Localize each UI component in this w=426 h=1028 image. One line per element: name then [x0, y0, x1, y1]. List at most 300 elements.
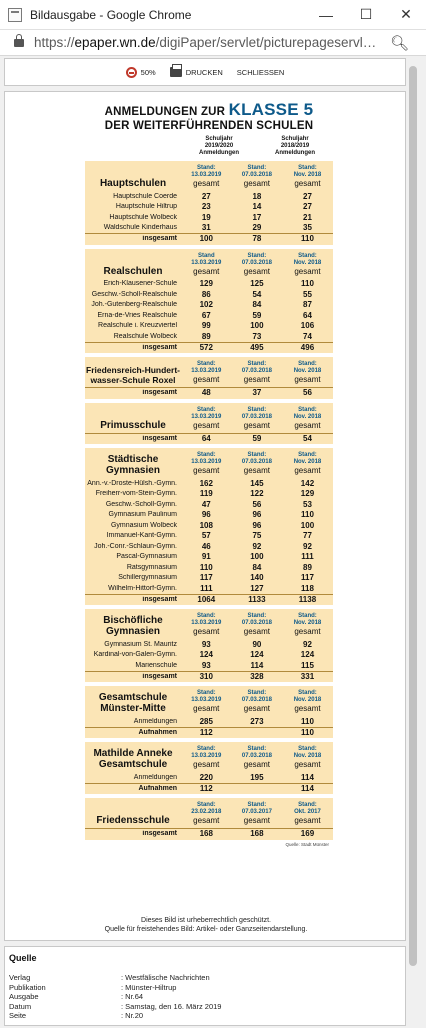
stand-date: 13.03.2019: [191, 620, 222, 626]
total-row: [85, 433, 333, 444]
stand-date: 13.03.2019: [191, 413, 222, 420]
table-row: [85, 223, 333, 234]
total-count: 1064: [197, 594, 216, 604]
table-row: [85, 639, 333, 650]
stand-column: [232, 746, 283, 770]
stand-column: [232, 452, 283, 476]
school-name: Pascal-Gymnasium: [116, 553, 177, 561]
stand-scope: gesamt: [243, 179, 270, 188]
section-header: [85, 249, 333, 279]
stand-label: Stand:: [247, 746, 267, 752]
table-row: [85, 583, 333, 594]
address-bar[interactable]: [0, 30, 426, 56]
stand-date: Nov. 2018: [293, 459, 322, 465]
section-name: Friedensreich-Hundert-wasser-Schule Roxel: [86, 365, 180, 385]
stand-label: Stand:: [298, 452, 317, 458]
stand-scope: gesamt: [193, 420, 220, 430]
close-viewer-button[interactable]: [237, 68, 285, 77]
stand-label: Stand:: [196, 613, 216, 619]
caption-line-2: Quelle für freistehendes Bild: Artikel- oder Ganzseitendarstellung.: [104, 926, 308, 933]
registration-count: 74: [303, 331, 312, 341]
total-label: insgesamt: [142, 389, 177, 397]
source-value: : Samstag, den 16. März 2019: [121, 1001, 222, 1011]
stand-date: Nov. 2018: [293, 413, 322, 420]
section-stands: [181, 690, 333, 714]
school-name: Freiherr-vom-Stein-Gymn.: [95, 490, 177, 498]
school-name: Kardinal-von-Galen-Gymn.: [93, 651, 177, 659]
registration-count: 93: [201, 660, 211, 670]
registration-count: 31: [201, 223, 211, 233]
school-section: [85, 686, 333, 738]
graphic-title-highlight: KLASSE 5: [228, 100, 314, 119]
stand-scope: gesamt: [243, 760, 270, 769]
stand-column: [282, 802, 333, 826]
registration-count: 119: [199, 489, 213, 499]
stand-date: 13.03.2019: [191, 259, 222, 266]
section-stands: [181, 452, 333, 476]
source-panel: [4, 946, 406, 1026]
registration-count: 89: [201, 331, 211, 341]
registration-count: 111: [301, 552, 314, 562]
source-key: Ausgabe: [9, 992, 39, 1001]
table-row: [85, 202, 333, 213]
registration-count: 18: [252, 191, 262, 201]
total-count: 112: [199, 727, 213, 737]
registration-count: 110: [301, 716, 314, 726]
stand-scope: gesamt: [294, 627, 321, 636]
registration-count: 27: [303, 191, 312, 201]
stand-label: Stand:: [196, 452, 216, 458]
total-row: [85, 828, 333, 839]
registration-count: 77: [303, 531, 312, 541]
stand-date: 07.03.2018: [241, 368, 272, 374]
registration-count: 67: [201, 310, 211, 320]
total-count: 495: [250, 342, 264, 352]
scrollbar-thumb[interactable]: [409, 66, 417, 966]
stand-scope: gesamt: [294, 760, 321, 769]
section-rows: [85, 828, 333, 840]
stand-scope: gesamt: [193, 375, 220, 384]
stand-label: Stand:: [298, 690, 317, 696]
registration-count: 145: [250, 478, 264, 488]
registration-count: 29: [252, 223, 262, 233]
school-section: [85, 403, 333, 445]
stand-date: 13.03.2019: [191, 753, 222, 759]
total-row: [85, 387, 333, 398]
stand-scope: gesamt: [243, 375, 270, 384]
stand-scope: gesamt: [193, 179, 220, 188]
registration-count: 99: [201, 321, 211, 331]
section-rows: [85, 191, 333, 245]
school-name: Erich-Klausener-Schule: [103, 280, 177, 288]
source-row: [9, 983, 405, 993]
maximize-button[interactable]: ☐: [359, 6, 373, 22]
section-header: [85, 403, 333, 433]
table-row: [85, 531, 333, 542]
print-label: DRUCKEN: [185, 67, 223, 77]
total-count: 59: [252, 433, 262, 443]
school-section: [85, 161, 333, 245]
registration-count: 115: [301, 660, 314, 670]
school-name: Realschule Wolbeck: [113, 332, 177, 340]
total-row: [85, 594, 333, 605]
registration-count: 110: [301, 510, 314, 520]
registration-count: 124: [300, 650, 315, 660]
registration-count: 93: [201, 639, 211, 649]
registration-count: 47: [201, 499, 211, 509]
stand-label: Stand:: [247, 690, 267, 696]
stand-column: [282, 746, 333, 770]
school-section: [85, 798, 333, 840]
registration-count: 122: [250, 489, 264, 499]
stand-date: 07.03.2018: [241, 259, 272, 266]
school-section: [85, 742, 333, 794]
section-header: [85, 686, 333, 716]
school-name: Geschw.-Scholl-Gymn.: [105, 500, 177, 508]
table-row: [85, 499, 333, 510]
registration-count: 89: [303, 562, 312, 572]
section-rows: [85, 433, 333, 445]
registration-count: 129: [300, 489, 315, 499]
registration-count: 75: [252, 531, 262, 541]
section-rows: [85, 716, 333, 738]
registration-count: 57: [201, 531, 211, 541]
section-stands: [181, 746, 333, 770]
url-scheme: https://: [34, 35, 75, 50]
column-header-2018: Schuljahr 2018/2019 Anmeldungen: [275, 136, 315, 156]
stand-scope: gesamt: [243, 466, 270, 475]
stand-column: [232, 407, 283, 431]
section-name: Friedensschule: [96, 815, 170, 826]
registration-count: 114: [250, 660, 264, 670]
registration-count: 127: [250, 583, 264, 593]
stand-date: Nov. 2018: [293, 368, 322, 374]
section-rows: [85, 639, 333, 682]
stand-scope: gesamt: [193, 704, 220, 713]
section-name: Primusschule: [100, 419, 166, 431]
close-window-button[interactable]: ✕: [400, 6, 412, 22]
total-count: 114: [301, 783, 314, 793]
stand-column: [282, 690, 333, 714]
school-name: Wilhelm-Hittorf-Gymn.: [108, 584, 177, 592]
registration-count: 124: [250, 650, 264, 660]
source-table: [9, 973, 405, 1021]
school-section: [85, 609, 333, 682]
url-host: epaper.wn.de: [74, 35, 156, 50]
section-name: Bischöfliche Gymnasien: [103, 615, 163, 637]
registration-count: 273: [250, 716, 264, 726]
stand-date: 07.03.2018: [241, 620, 272, 626]
school-section: [85, 357, 333, 399]
image-panel: [4, 91, 406, 941]
stand-column: [181, 746, 232, 770]
stand-label: Stand:: [196, 406, 216, 413]
stand-date: 07.03.2018: [241, 753, 272, 759]
total-count: 64: [201, 433, 211, 443]
copyright-caption: [5, 916, 407, 934]
stand-date: Nov. 2018: [293, 620, 322, 626]
total-row: [85, 671, 333, 682]
stand-label: Stand:: [247, 452, 267, 458]
source-value: : Münster-Hiltrup: [121, 982, 177, 992]
section-stands: [181, 361, 333, 385]
table-row: [85, 310, 333, 321]
school-name: Gymnasium Wolbeck: [110, 521, 177, 529]
registration-count: 195: [250, 772, 264, 782]
stand-scope: gesamt: [243, 704, 270, 713]
stand-date: 13.03.2019: [191, 697, 222, 703]
total-label: insgesamt: [142, 595, 177, 603]
section-header: [85, 742, 333, 772]
section-rows: [85, 478, 333, 605]
total-count: 169: [300, 829, 315, 839]
total-label: insgesamt: [142, 235, 177, 243]
total-row: [85, 233, 333, 244]
total-label: insgesamt: [142, 434, 177, 442]
stand-date: Nov. 2018: [293, 259, 322, 266]
stand-label: Stand:: [298, 406, 317, 413]
school-name: Immanuel-Kant-Gymn.: [106, 532, 177, 540]
registration-count: 96: [201, 510, 211, 520]
stand-date: Okt. 2017: [294, 809, 321, 815]
stand-label: Stand:: [298, 746, 317, 752]
stand-scope: gesamt: [294, 704, 321, 713]
total-count: 1138: [298, 594, 317, 604]
stand-scope: gesamt: [193, 816, 220, 825]
total-count: 168: [250, 829, 264, 839]
stand-scope: gesamt: [294, 420, 321, 430]
stand-column: [282, 407, 333, 431]
section-name: Städtische Gymnasien: [106, 454, 160, 476]
stand-label: Stand:: [298, 613, 317, 619]
total-count: 310: [199, 671, 213, 681]
school-name: Joh.-Gutenberg-Realschule: [91, 301, 177, 309]
stand-label: Stand:: [247, 613, 267, 619]
registration-count: 100: [300, 520, 315, 530]
total-count: 112: [199, 783, 213, 793]
source-heading: Quelle: [9, 953, 37, 963]
section-name: Realschulen: [103, 265, 163, 277]
stand-label: Stand:: [196, 361, 216, 367]
registration-count: 162: [199, 478, 213, 488]
registration-count: 110: [301, 279, 314, 289]
stand-label: Stand:: [247, 406, 267, 413]
stand-label: Stand:: [247, 252, 267, 259]
registration-count: 73: [252, 331, 262, 341]
school-name: Schillergymnasium: [118, 574, 177, 582]
section-header: [85, 161, 333, 191]
school-name: Hauptschule Wolbeck: [109, 213, 177, 221]
window-titlebar: [0, 0, 426, 30]
registration-count: 64: [303, 310, 312, 320]
registration-count: 125: [250, 279, 264, 289]
graphic-subtitle: DER WEITERFÜHRENDEN SCHULEN: [104, 120, 314, 132]
total-count: 328: [250, 671, 264, 681]
url-path: /digiPaper/servlet/picturepageservl…: [155, 35, 377, 50]
registration-count: 110: [199, 562, 213, 572]
registration-count: 19: [201, 212, 211, 222]
stand-scope: gesamt: [193, 466, 220, 475]
section-stands: [181, 407, 333, 431]
graphic-title-prefix: ANMELDUNGEN ZUR: [104, 106, 226, 118]
section-name: Mathilde Anneke Gesamtschule: [93, 748, 173, 770]
section-header: [85, 448, 333, 478]
table-row: [85, 541, 333, 552]
section-stands: [181, 802, 333, 826]
graphic-title: [85, 100, 333, 120]
school-name: Joh.-Conr.-Schlaun-Gymn.: [94, 542, 177, 550]
stand-column: [181, 253, 232, 277]
registration-count: 53: [303, 499, 312, 509]
registration-count: 114: [301, 772, 314, 782]
url-text[interactable]: [34, 35, 384, 50]
source-key: Seite: [9, 1011, 27, 1020]
registration-count: 91: [201, 552, 211, 562]
caption-line-1: Dieses Bild ist urheberrechtlich geschützt.: [141, 917, 271, 924]
lock-icon: [14, 39, 24, 47]
total-label: Aufnahmen: [138, 728, 177, 736]
total-count: 110: [301, 727, 314, 737]
print-button[interactable]: [170, 67, 223, 77]
stand-scope: gesamt: [243, 816, 270, 825]
window-title: Bildausgabe - Google Chrome: [30, 7, 192, 22]
total-count: 496: [300, 342, 315, 352]
stand-column: [181, 613, 232, 637]
school-section: [85, 448, 333, 605]
school-name: Marienschule: [135, 661, 177, 669]
registration-count: 117: [301, 573, 314, 583]
total-count: 168: [199, 829, 213, 839]
source-value: : Nr.64: [121, 992, 144, 1001]
registration-count: 21: [303, 212, 312, 222]
stand-date: 13.03.2019: [191, 368, 222, 374]
table-row: [85, 300, 333, 311]
table-row: [85, 212, 333, 223]
zoom-out-button[interactable]: [126, 67, 156, 78]
total-count: 54: [303, 433, 312, 443]
registration-count: 92: [303, 639, 312, 649]
school-name: Anmeldungen: [133, 717, 177, 725]
stand-column: [232, 253, 283, 277]
registration-count: 285: [199, 716, 213, 726]
registration-count: 90: [252, 639, 262, 649]
stand-date: 07.03.2018: [241, 413, 272, 420]
total-count: 48: [201, 388, 211, 398]
stand-date: 07.03.2018: [241, 697, 272, 703]
school-name: Realschule i. Kreuzviertel: [98, 322, 177, 330]
section-stands: [181, 165, 333, 189]
registration-count: 92: [252, 541, 262, 551]
section-stands: [181, 253, 333, 277]
registration-count: 59: [252, 310, 262, 320]
total-label: insgesamt: [142, 830, 177, 838]
registration-count: 100: [250, 321, 264, 331]
source-row: [9, 1002, 405, 1012]
table-row: [85, 489, 333, 500]
registration-count: 96: [252, 510, 262, 520]
stand-column: [232, 802, 283, 826]
source-row: [9, 973, 405, 983]
registration-count: 17: [252, 212, 262, 222]
total-count: 78: [252, 234, 262, 244]
school-name: Ann.-v.-Droste-Hülsh.-Gymn.: [87, 479, 177, 487]
minimize-button[interactable]: —: [319, 6, 333, 23]
section-header: [85, 798, 333, 828]
registration-count: 14: [252, 202, 262, 212]
stand-date: 07.03.2018: [241, 459, 272, 465]
table-row: [85, 478, 333, 489]
registration-count: 96: [252, 520, 262, 530]
school-name: Waldschule Kinderhaus: [103, 224, 177, 232]
table-row: [85, 191, 333, 202]
section-header: [85, 609, 333, 639]
registration-count: 118: [301, 583, 314, 593]
stand-scope: gesamt: [294, 375, 321, 384]
registration-count: 140: [250, 573, 264, 583]
source-key: Publikation: [9, 982, 46, 992]
total-count: 110: [301, 234, 314, 244]
stand-column: [282, 613, 333, 637]
registration-count: 129: [199, 279, 213, 289]
stand-date: 23.02.2018: [191, 809, 222, 815]
stand-scope: gesamt: [243, 266, 270, 276]
section-name: Gesamtschule Münster-Mitte: [98, 692, 168, 714]
stand-label: Stand:: [298, 252, 317, 259]
stand-column: [232, 165, 283, 189]
stand-label: Stand:: [196, 165, 216, 171]
stand-date: 07.03.2018: [241, 172, 272, 178]
stand-column: [282, 361, 333, 385]
section-name: Hauptschulen: [99, 178, 167, 189]
stand-date: 13.03.2019: [191, 459, 222, 465]
registration-count: 142: [300, 478, 315, 488]
registration-count: 111: [200, 583, 213, 593]
stand-date: 13.03.2019: [191, 172, 222, 178]
total-label: insgesamt: [142, 343, 177, 351]
section-rows: [85, 279, 333, 354]
stand-column: [181, 407, 232, 431]
registration-count: 87: [303, 300, 312, 310]
total-row: [85, 727, 333, 738]
stand-label: Stand:: [196, 746, 216, 752]
school-name: Gymnasium St. Mauritz: [104, 640, 177, 648]
total-label: insgesamt: [142, 672, 177, 680]
viewer-toolbar: [4, 58, 406, 86]
total-label: Aufnahmen: [138, 784, 177, 792]
stand-scope: gesamt: [193, 760, 220, 769]
section-rows: [85, 387, 333, 399]
registration-count: 100: [250, 552, 264, 562]
printer-icon: [170, 67, 182, 77]
stand-column: [181, 361, 232, 385]
source-row: [9, 1011, 405, 1021]
table-row: [85, 562, 333, 573]
stand-label: Stand:: [298, 802, 317, 808]
section-stands: [181, 613, 333, 637]
school-sections: [85, 161, 333, 840]
table-row: [85, 716, 333, 727]
registration-count: 27: [201, 191, 211, 201]
stand-column: [282, 452, 333, 476]
source-note: Quelle: Stadt Münster: [285, 841, 329, 847]
stand-column: [282, 165, 333, 189]
zoom-icon[interactable]: 🔍︎: [390, 34, 410, 52]
table-row: [85, 331, 333, 342]
table-row: [85, 650, 333, 661]
table-row: [85, 552, 333, 563]
total-count: 56: [303, 388, 312, 398]
section-rows: [85, 772, 333, 794]
